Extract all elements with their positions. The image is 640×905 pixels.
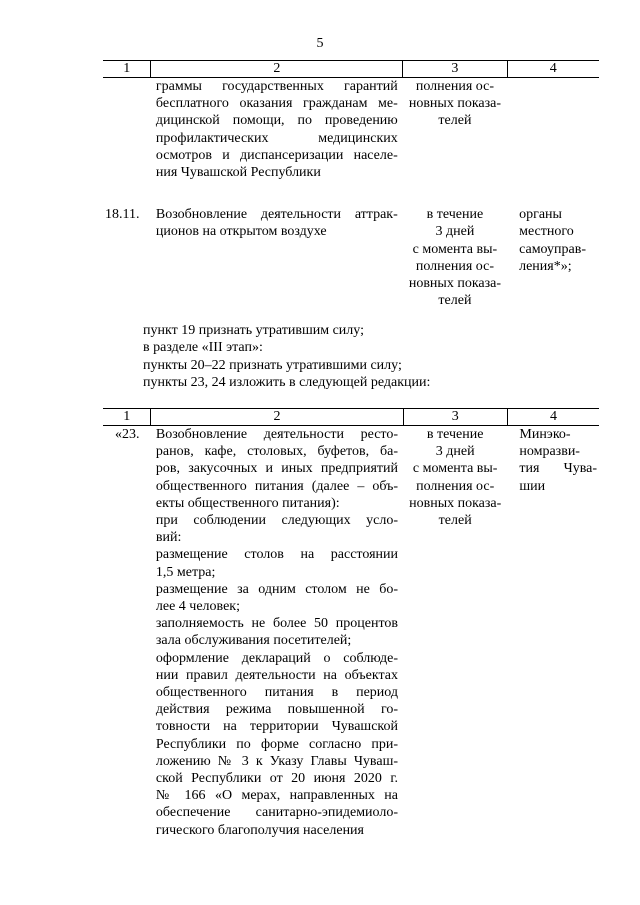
header-col-1: 1 [103, 61, 151, 78]
text-line: пункты 23, 24 изложить в следующей редакции: [143, 375, 431, 391]
text-line: размещение за одним столом не бо- [155, 581, 399, 597]
text-line: телей [438, 113, 472, 129]
text-line: ров, закусочных и иных предприятий [155, 461, 399, 477]
text-line: 3 дней [435, 444, 475, 460]
text-line: Республики по форме согласно при- [155, 736, 399, 752]
text-line: номразви- [519, 444, 580, 460]
text-line: ния Чувашской Республики [155, 165, 321, 181]
text-line: товности на территории Чувашской [155, 719, 399, 735]
text-line: дицинской помощи, по проведению [155, 113, 398, 129]
header-col-2: 2 [151, 409, 403, 426]
table-header-row [103, 61, 599, 78]
text-line: бесплатного оказания гражданам ме- [155, 96, 398, 112]
text-line: телей [438, 513, 472, 529]
text-line: органы [519, 207, 562, 223]
header-col-1: 1 [103, 409, 151, 426]
text-line: с момента вы- [412, 241, 498, 257]
deadline-text [403, 78, 507, 182]
text-line: профилактических медицинских [155, 130, 398, 146]
text-line: общественного питания в период [155, 685, 399, 701]
text-line: зала обслуживания посетителей; [155, 633, 352, 649]
text-line: оформление деклараций о соблюде- [155, 650, 399, 666]
table-row-23 [103, 426, 599, 839]
text-line: полнения ос- [415, 258, 494, 274]
table-row-continuation [103, 78, 599, 182]
text-line: новных показа- [408, 96, 502, 112]
text-line: пункты 20–22 признать утратившими силу; [143, 357, 402, 373]
text-line: в течение [426, 207, 484, 223]
text-line: ской Республики от 20 июня 2020 г. [155, 771, 399, 787]
row-number [103, 78, 151, 182]
amendment-text [143, 322, 430, 392]
text-line: № 166 «О мерах, направленных на [155, 788, 399, 804]
text-line: телей [438, 293, 472, 309]
text-line: самоуправ- [519, 241, 586, 257]
text-line: местного [519, 224, 574, 240]
row-number: 18.11. [105, 207, 140, 223]
text-line: граммы государственных гарантий [155, 79, 398, 94]
table-new-edition [103, 408, 599, 839]
executor-text [507, 206, 599, 309]
table-header-row [103, 409, 599, 426]
text-line: при соблюдении следующих усло- [155, 513, 399, 529]
row-number: «23. [115, 427, 140, 442]
text-line: размещение столов на расстоянии [155, 547, 399, 563]
text-line: осмотров и диспансеризации населе- [155, 147, 398, 163]
text-line: ложению № 3 к Указу Главы Чуваш- [155, 753, 399, 769]
table-continuation [103, 60, 599, 309]
text-line: пункт 19 признать утратившим силу; [143, 323, 364, 338]
text-line: лее 4 человек; [155, 599, 240, 615]
executor-text [507, 78, 599, 182]
text-line: полнения ос- [415, 79, 494, 94]
table-row-18-11 [103, 206, 599, 309]
text-line: полнения ос- [416, 478, 495, 494]
header-col-4: 4 [507, 409, 599, 426]
header-col-3: 3 [403, 409, 507, 426]
text-line: заполняемость не более 50 процентов [155, 616, 399, 632]
text-line: тия Чува- [519, 461, 597, 477]
text-line: вий: [155, 530, 182, 546]
text-line: в разделе «III этап»: [143, 340, 263, 356]
text-line: екты общественного питания): [155, 495, 340, 511]
text-line: 1,5 метра; [155, 564, 216, 580]
page-number: 5 [316, 36, 324, 51]
text-line: ранов, кафе, столовых, буфетов, ба- [155, 444, 399, 460]
measure-text [151, 206, 403, 309]
text-line: новных показа- [408, 276, 502, 292]
text-line: новных показа- [409, 495, 502, 511]
executor-text [507, 426, 599, 839]
header-col-4: 4 [507, 61, 599, 78]
text-line: Минэко- [519, 427, 571, 442]
text-line: в течение [426, 427, 484, 442]
deadline-text [403, 426, 507, 839]
text-line: гического благополучия населения [155, 822, 364, 838]
text-line: с момента вы- [412, 461, 498, 477]
text-line: действия режима повышенной го- [155, 702, 399, 718]
text-line: 3 дней [435, 224, 475, 240]
text-line: ления*»; [519, 258, 572, 274]
deadline-text [403, 206, 507, 309]
text-line: нии правил деятельности на объектах [155, 667, 399, 683]
header-col-3: 3 [403, 61, 507, 78]
text-line: ционов на открытом воздухе [155, 224, 327, 240]
text-line: Возобновление деятельности аттрак- [155, 207, 398, 223]
text-line: Возобновление деятельности ресто- [155, 427, 399, 442]
header-col-2: 2 [151, 61, 403, 78]
text-line: шии [519, 478, 546, 494]
text-line: обеспечение санитарно-эпидемиоло- [155, 805, 399, 821]
text-line: общественного питания (далее – объ- [155, 478, 399, 494]
measure-text [151, 426, 403, 839]
measure-text [151, 78, 403, 182]
